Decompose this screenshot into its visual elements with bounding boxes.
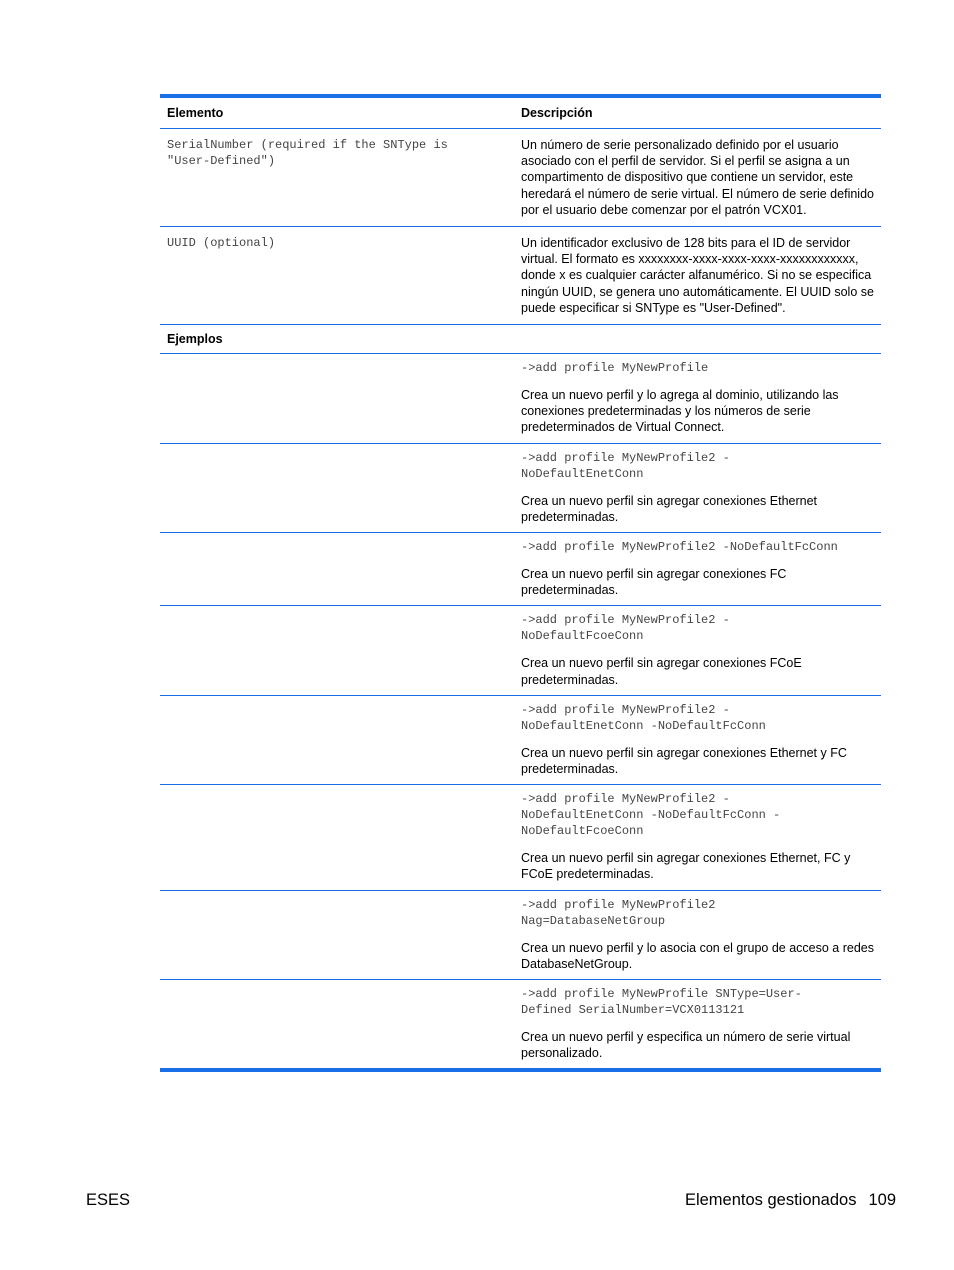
example-row: [160, 785, 881, 890]
examples-section-header: [160, 325, 881, 354]
example-description: Crea un nuevo perfil sin agregar conexiones Ethernet, FC y FCoE predeterminadas.: [521, 851, 851, 882]
example-row: [160, 606, 881, 695]
examples-label: Ejemplos: [167, 332, 223, 347]
example-description: Crea un nuevo perfil sin agregar conexiones FC predeterminadas.: [521, 567, 787, 598]
example-code: ->add profile MyNewProfile2 - NoDefaultEnetConn -NoDefaultFcConn - NoDefaultFcoeConn: [521, 792, 781, 839]
table-row: [160, 129, 881, 227]
example-code: ->add profile MyNewProfile2 -NoDefaultFcConn: [521, 540, 838, 555]
footer-page-info: [685, 1191, 896, 1210]
example-code: ->add profile MyNewProfile2 - NoDefaultEnetConn -NoDefaultFcConn: [521, 702, 766, 733]
example-row: [160, 354, 881, 444]
example-description: Crea un nuevo perfil sin agregar conexiones Ethernet y FC predeterminadas.: [521, 745, 847, 777]
example-code: ->add profile MyNewProfile2 - NoDefaultEnetConn: [521, 450, 730, 481]
footer-section-title: Elementos gestionados: [684, 1191, 857, 1209]
example-row: [160, 444, 881, 533]
footer-locale: ESES: [86, 1191, 131, 1209]
header-description: Descripción: [521, 106, 593, 120]
example-code: ->add profile MyNewProfile2 - NoDefaultFcoeConn: [521, 613, 730, 644]
example-description: Crea un nuevo perfil y lo asocia con el grupo de acceso a redes DatabaseNetGroup.: [521, 940, 874, 971]
example-description: Crea un nuevo perfil sin agregar conexiones FCoE predeterminadas.: [521, 656, 802, 687]
page-number: 109: [868, 1191, 896, 1209]
header-element: Elemento: [167, 106, 224, 120]
example-code: ->add profile MyNewProfile: [521, 361, 709, 376]
element-uuid: UUID (optional): [167, 236, 276, 251]
table-header: [160, 98, 881, 129]
example-description: Crea un nuevo perfil y lo agrega al dominio, utilizando las conexiones predeterminadas y los números de serie predeterminados de Virtual Connect.: [521, 388, 839, 435]
example-row: [160, 891, 881, 980]
managed-elements-table: [160, 94, 881, 1072]
example-row: [160, 533, 881, 606]
example-description: Crea un nuevo perfil sin agregar conexiones Ethernet predeterminadas.: [521, 493, 818, 524]
element-serialnumber: SerialNumber (required if the SNType is "User-Defined"): [167, 138, 448, 168]
example-row: [160, 980, 881, 1068]
description-uuid: Un identificador exclusivo de 128 bits para el ID de servidor virtual. El formato es xxxxxxxx-xxxx-xxxx-xxxx-xxxxxxxxxxxx, donde x es cualquier carácter alfanumérico. Si no se especifica ningún UUID, se genera uno automáticamente. El UUID solo se puede especificar si SNType es "User-Defined".: [521, 236, 874, 315]
example-description: Crea un nuevo perfil y especifica un número de serie virtual personalizado.: [521, 1030, 851, 1061]
example-code: ->add profile MyNewProfile2 Nag=DatabaseNetGroup: [521, 897, 716, 928]
example-code: ->add profile MyNewProfile SNType=User- Defined SerialNumber=VCX0113121: [521, 987, 802, 1018]
description-serialnumber: Un número de serie personalizado definido por el usuario asociado con el perfil de servidor. Si el perfil se asigna a un compartimento de dispositivo que contiene un servidor, este heredará el número de serie virtual. El número de serie definido por el usuario debe comenzar por el patrón VCX01.: [521, 138, 874, 217]
example-row: [160, 696, 881, 785]
table-row: [160, 227, 881, 325]
